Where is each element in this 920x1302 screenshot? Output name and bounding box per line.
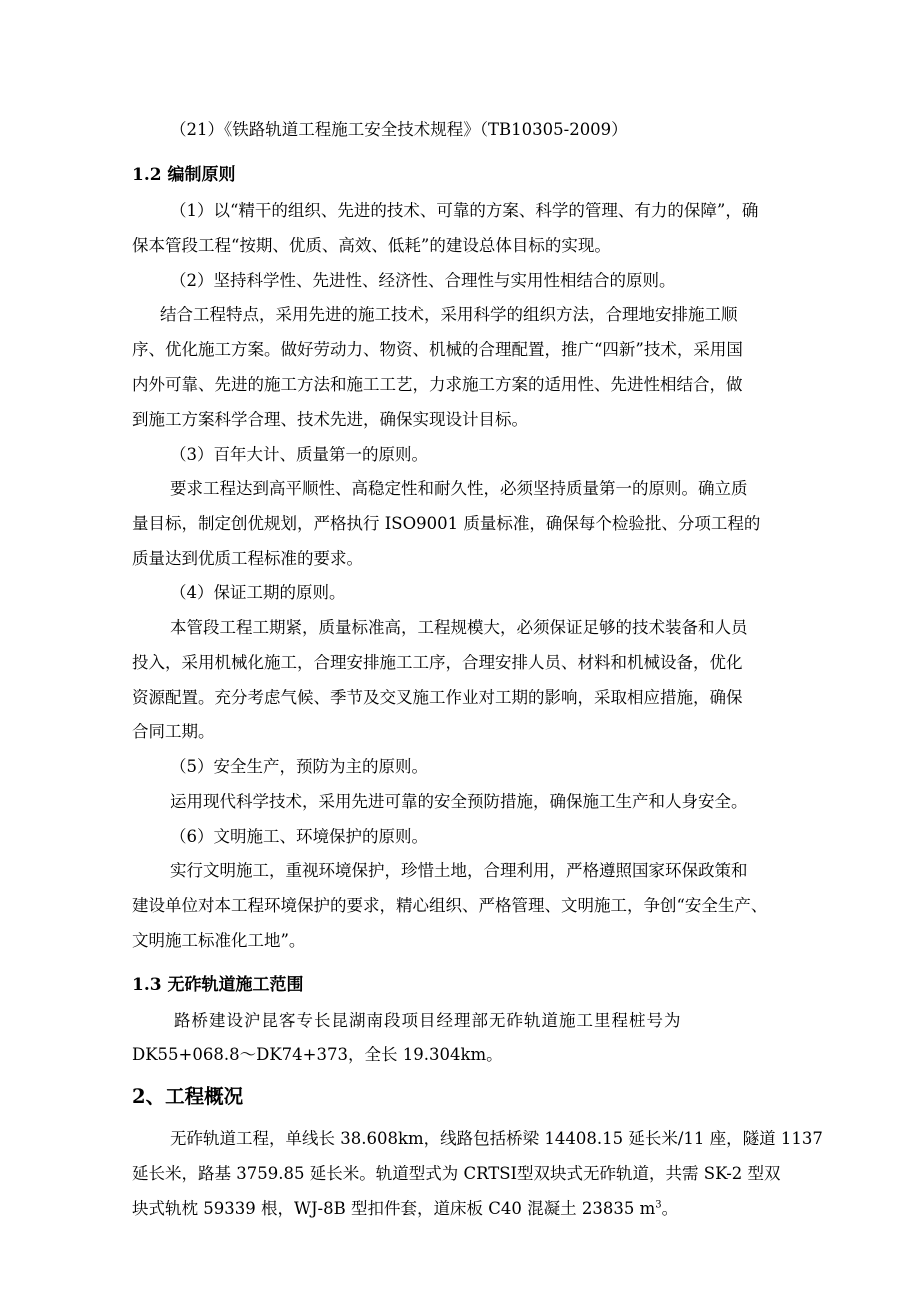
paragraph-line: 合同工期。 (132, 722, 215, 741)
paragraph-line: 无砟轨道工程，单线长 38.608km，线路包括桥梁 14408.15 延长米/11 座，隧道 1137 (170, 1129, 823, 1148)
paragraph-line: 投入，采用机械化施工，合理安排施工工序，合理安排人员、材料和机械设备，优化 (132, 653, 743, 672)
paragraph-line: 延长米，路基 3759.85 延长米。轨道型式为 CRTSI型双块式无砟轨道，共需 SK-2 型双 (132, 1164, 781, 1183)
paragraph-line: 内外可靠、先进的施工方法和施工工艺，力求施工方案的适用性、先进性相结合，做 (132, 375, 743, 394)
paragraph-line: 序、优化施工方案。做好劳动力、物资、机械的合理配置，推广“四新”技术，采用国 (132, 340, 743, 359)
paragraph-line: 要求工程达到高平顺性、高稳定性和耐久性，必须坚持质量第一的原则。确立质 (170, 479, 748, 498)
paragraph-line: 到施工方案科学合理、技术先进，确保实现设计目标。 (132, 410, 528, 429)
paragraph-line: 实行文明施工，重视环境保护，珍惜土地，合理利用，严格遵照国家环保政策和 (170, 861, 748, 880)
paragraph-line: 质量达到优质工程标准的要求。 (132, 549, 363, 568)
principle-heading-3: （3）百年大计、质量第一的原则。 (170, 445, 428, 464)
section-heading-1-3: 1.3 无砟轨道施工范围 (132, 975, 304, 995)
principle-heading-6: （6）文明施工、环境保护的原则。 (170, 827, 428, 846)
principle-heading-4: （4）保证工期的原则。 (170, 583, 346, 602)
reference-item-21: （21）《铁路轨道工程施工安全技术规程》（TB10305-2009） (170, 120, 628, 139)
superscript-cube: 3 (655, 1199, 662, 1211)
paragraph-line (132, 1197, 920, 1221)
paragraph-line: 量目标，制定创优规划，严格执行 ISO9001 质量标准，确保每个检验批、分项工程的 (132, 514, 761, 533)
paragraph-line: 保本管段工程“按期、优质、高效、低耗”的建设总体目标的实现。 (132, 236, 611, 255)
principle-heading-2: （2）坚持科学性、先进性、经济性、合理性与实用性相结合的原则。 (170, 271, 676, 290)
paragraph-line: 文明施工标准化工地”。 (132, 931, 306, 950)
paragraph-line: 资源配置。充分考虑气候、季节及交叉施工作业对工期的影响，采取相应措施，确保 (132, 688, 743, 707)
paragraph-line: 路桥建设沪昆客专长昆湖南段项目经理部无砟轨道施工里程桩号为 (174, 1011, 682, 1030)
paragraph-line: 运用现代科学技术，采用先进可靠的安全预防措施，确保施工生产和人身安全。 (170, 792, 748, 811)
paragraph-text-end: 。 (661, 1199, 679, 1218)
paragraph-line: DK55+068.8～DK74+373，全长 19.304km。 (132, 1045, 503, 1064)
paragraph-line: 本管段工程工期紧，质量标准高，工程规模大，必须保证足够的技术装备和人员 (170, 618, 748, 637)
paragraph-line: 建设单位对本工程环境保护的要求，精心组织、严格管理、文明施工，争创“安全生产、 (132, 896, 768, 915)
paragraph-line: （1）以“精干的组织、先进的技术、可靠的方案、科学的管理、有力的保障”，确 (170, 201, 759, 220)
principle-heading-5: （5）安全生产，预防为主的原则。 (170, 757, 428, 776)
paragraph-text: 块式轨枕 59339 根，WJ-8B 型扣件套，道床板 C40 混凝土 23835 m (132, 1199, 656, 1218)
paragraph-line: 结合工程特点，采用先进的施工技术，采用科学的组织方法，合理地安排施工顺 (160, 305, 738, 324)
section-heading-1-2: 1.2 编制原则 (132, 165, 236, 185)
section-heading-2: 2、工程概况 (132, 1085, 244, 1108)
